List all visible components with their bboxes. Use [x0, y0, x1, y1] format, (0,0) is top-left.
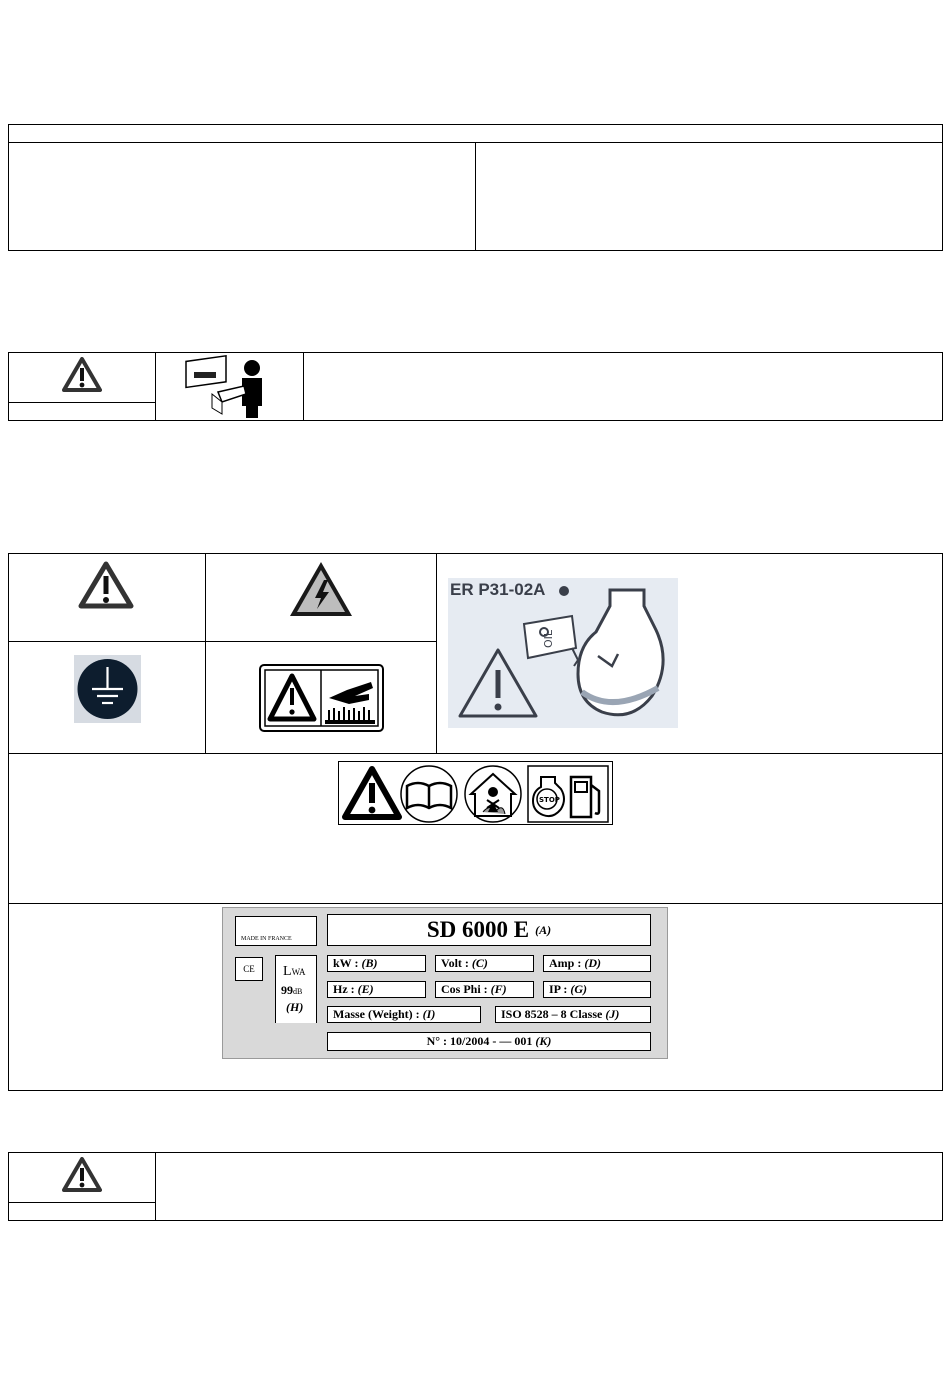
svg-text:STOP: STOP — [539, 796, 560, 804]
made-in-label — [235, 916, 317, 946]
model-ref: (A) — [535, 922, 552, 937]
ip-field: IP : (G) — [543, 981, 651, 998]
serial-number-field: N° : 10/2004 - — 001 (K) — [327, 1032, 651, 1051]
kw-field: kW : (B) — [327, 955, 426, 972]
lwa-box — [275, 955, 317, 1023]
bottom-table — [8, 1152, 943, 1221]
lwa-symbol: LWA — [283, 964, 306, 979]
stop-engine-before-refuel-icon — [527, 765, 609, 823]
safety-row2 — [8, 753, 943, 754]
engine-sump-icon — [572, 584, 672, 726]
safety-col1 — [205, 553, 206, 753]
lwa-ref: (H) — [286, 1000, 304, 1014]
earth-ground-icon — [74, 655, 141, 723]
cos-phi-field: Cos Phi : (F) — [435, 981, 534, 998]
warning-triangle-icon — [341, 765, 403, 821]
read-manual-col1 — [155, 352, 156, 421]
warning-triangle-icon — [62, 357, 102, 392]
safety-row1 — [8, 641, 436, 642]
svg-text:OIL: OIL — [542, 629, 555, 648]
hot-surface-warning-icon — [259, 664, 384, 732]
read-manual-table — [8, 352, 943, 421]
ce-text: CE — [243, 964, 255, 974]
model-box — [327, 914, 651, 946]
person-reading-manual-icon — [182, 354, 272, 420]
read-manual-col2 — [303, 352, 304, 421]
ce-mark — [235, 957, 263, 981]
model-name: SD 6000 E — [426, 917, 530, 942]
er-label-dot-icon — [558, 585, 570, 597]
volt-field: Volt : (C) — [435, 955, 534, 972]
toxic-exhaust-icon — [463, 764, 523, 824]
made-in-text: MADE IN FRANCE — [241, 936, 292, 942]
safety-col2 — [436, 553, 437, 753]
warning-triangle-icon — [62, 1157, 102, 1192]
weight-field: Masse (Weight) : (I) — [327, 1006, 481, 1023]
read-manual-icon — [399, 764, 459, 824]
bottom-sub-row — [8, 1202, 155, 1203]
generator-nameplate — [222, 907, 668, 1059]
read-manual-sub-row — [8, 402, 155, 403]
bottom-col1 — [155, 1152, 156, 1221]
hz-field: Hz : (E) — [327, 981, 426, 998]
electric-shock-warning-icon — [288, 560, 354, 618]
safety-row3 — [8, 903, 943, 904]
iso-class-field: ISO 8528 – 8 Classe (J) — [495, 1006, 651, 1023]
amp-field: Amp : (D) — [543, 955, 651, 972]
lwa-value: 99dB — [281, 983, 303, 997]
safety-label-strip — [338, 761, 613, 825]
warning-triangle-icon — [78, 561, 134, 609]
er-label — [448, 578, 678, 728]
er-label-code: ER P31-02A — [450, 580, 546, 599]
top-table-column-divider — [475, 142, 476, 251]
